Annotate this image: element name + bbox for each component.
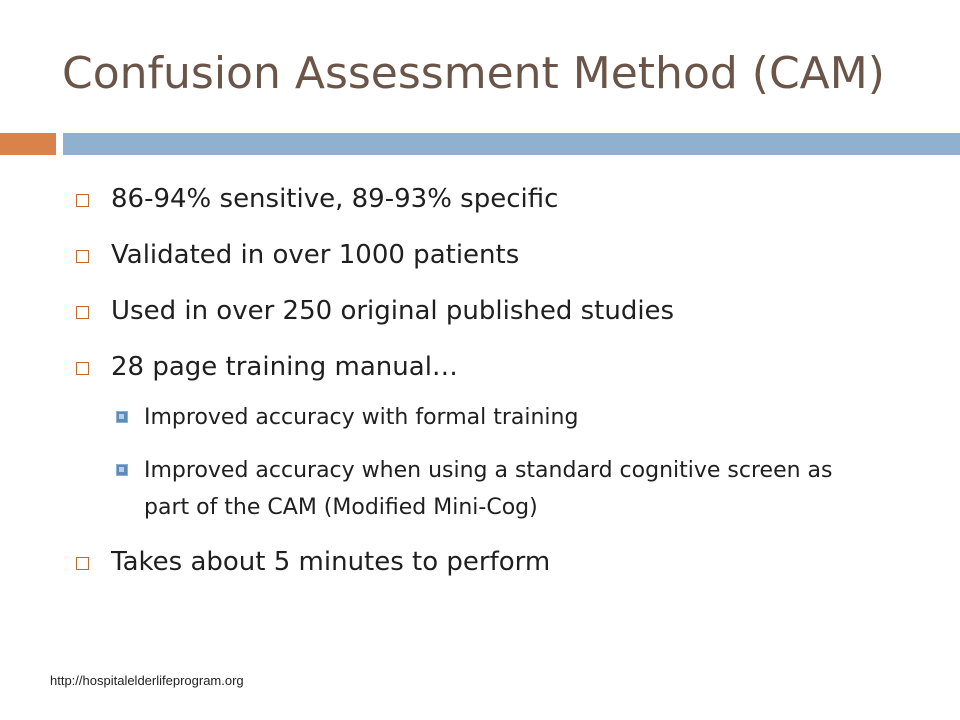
source-url: http://hospitalelderlifeprogram.org [50, 673, 244, 688]
sub-bullet-text: Improved accuracy with formal training [144, 405, 579, 430]
accent-bar-blue [63, 133, 960, 155]
bullet-item [76, 238, 519, 272]
bullet-item [76, 545, 550, 579]
bullet-text: Takes about 5 minutes to perform [111, 547, 551, 577]
sub-bullet-item [116, 452, 856, 526]
slide-title: Confusion Assessment Method (CAM) [62, 48, 885, 99]
square-bullet-icon [76, 306, 89, 319]
bullet-text: Used in over 250 original published studies [111, 296, 675, 326]
bullet-item [76, 350, 458, 384]
bullet-text: Validated in over 1000 patients [111, 240, 520, 270]
square-bullet-icon [76, 557, 89, 570]
bullet-text: 28 page training manual… [111, 352, 458, 382]
square-bullet-icon [76, 250, 89, 263]
bullet-item [76, 182, 558, 216]
sub-bullet-text: Improved accuracy when using a standard cognitive screen as part of the CAM (Modified Mini-Cog) [144, 458, 833, 520]
sub-bullet-item [116, 399, 916, 436]
bullet-text: 86-94% sensitive, 89-93% specific [111, 184, 559, 214]
filled-square-bullet-icon [116, 464, 128, 476]
filled-square-bullet-icon [116, 411, 128, 423]
square-bullet-icon [76, 194, 89, 207]
accent-bar-orange [0, 133, 56, 155]
bullet-item [76, 294, 674, 328]
square-bullet-icon [76, 362, 89, 375]
